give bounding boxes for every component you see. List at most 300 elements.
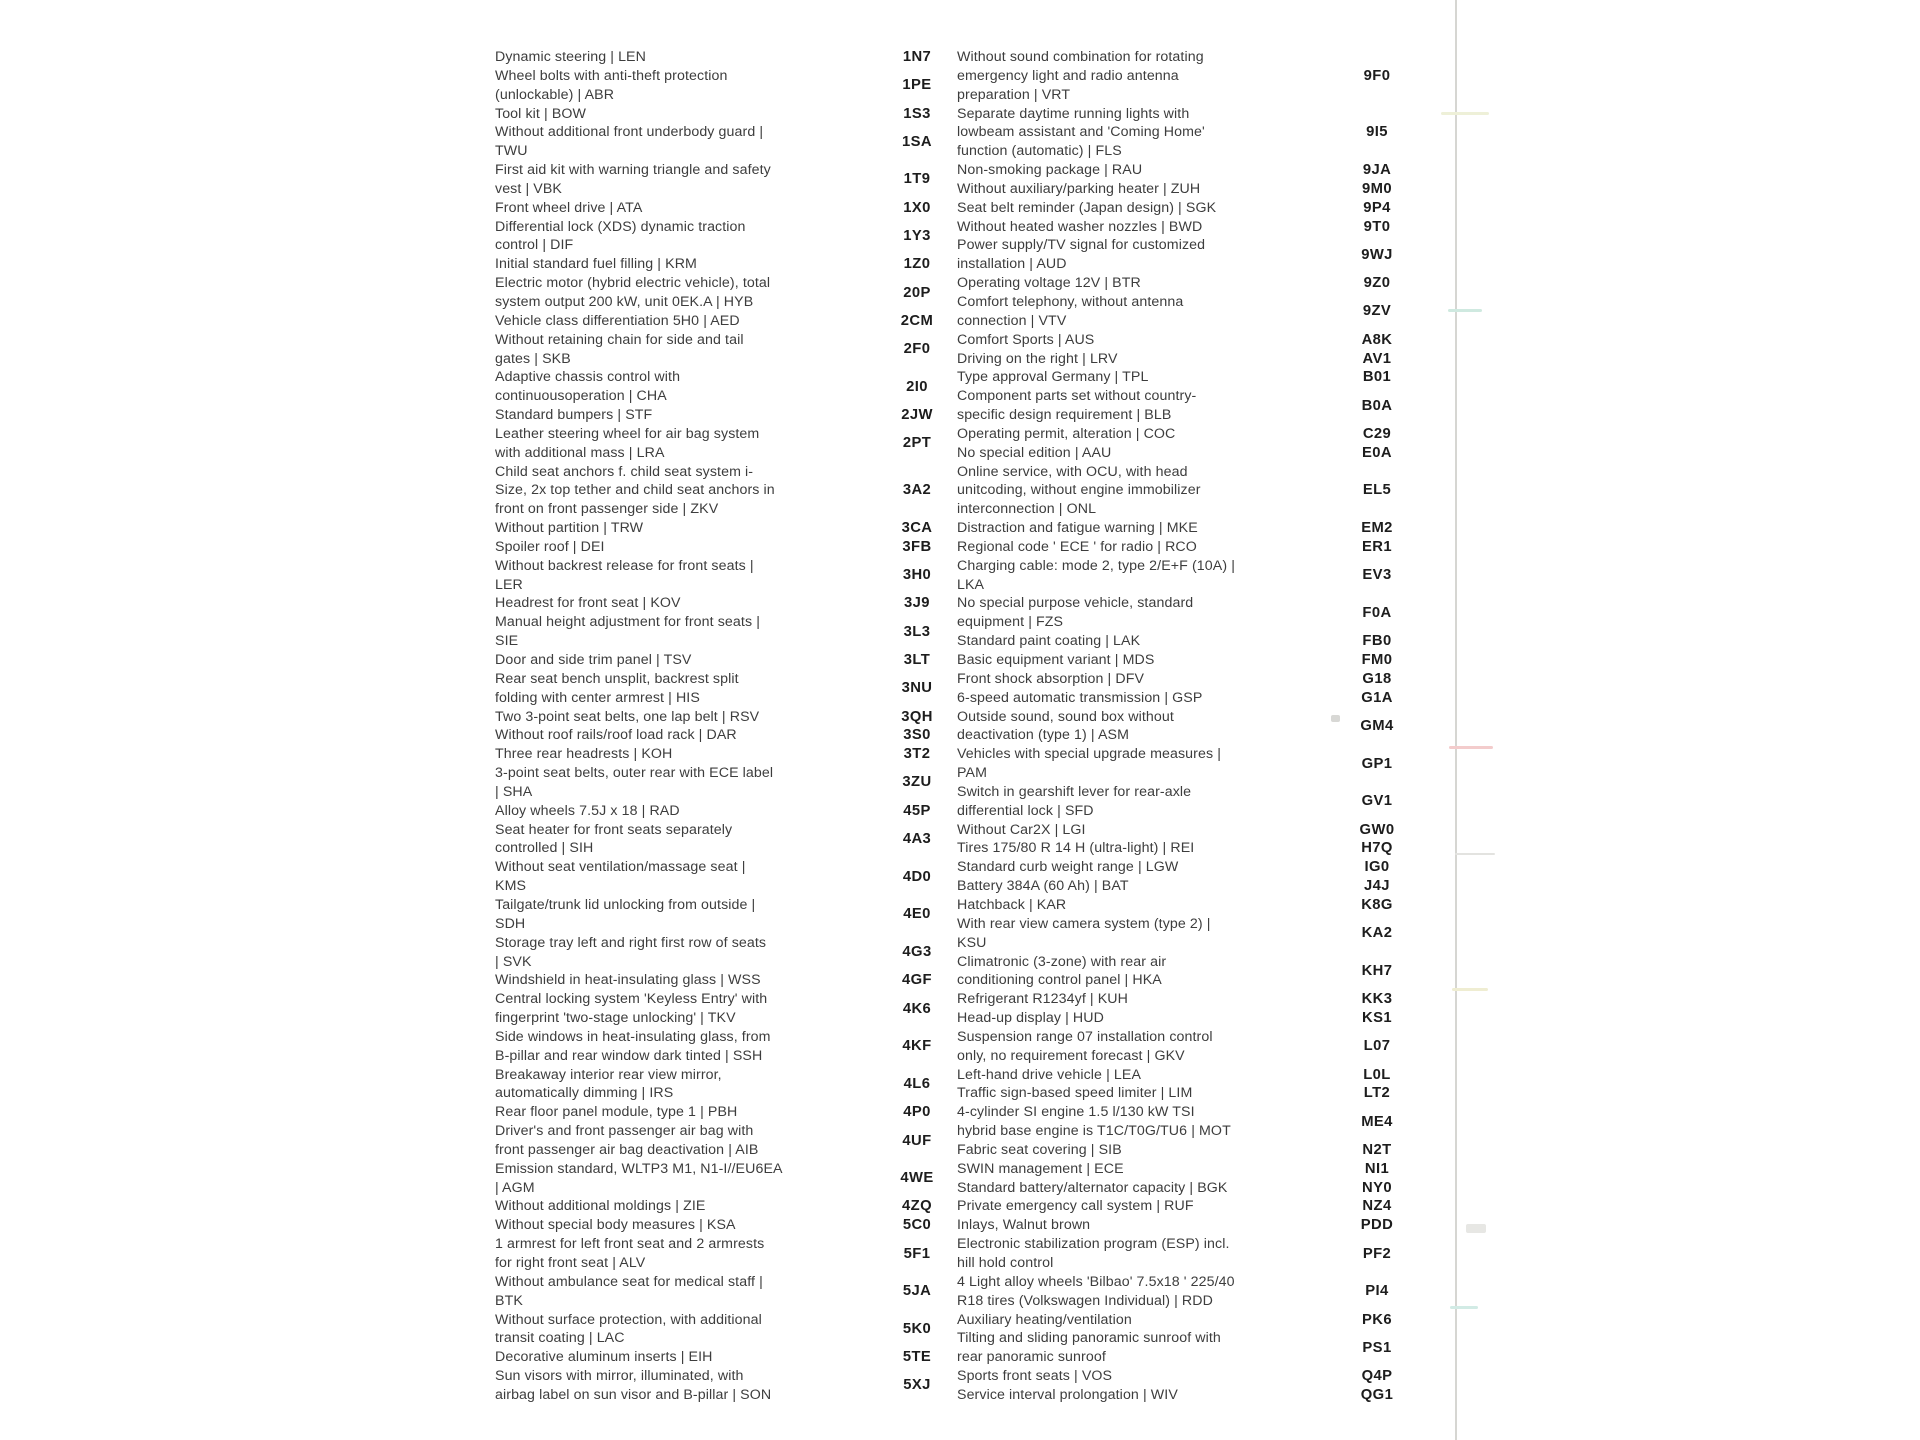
description-line: Headrest for front seat | KOV bbox=[495, 595, 681, 612]
entry-description bbox=[495, 331, 817, 369]
entry-pr-code: J4J bbox=[1364, 878, 1390, 895]
entry-description bbox=[495, 745, 817, 764]
equipment-row bbox=[957, 1028, 1422, 1066]
description-line: control | DIF bbox=[495, 237, 574, 254]
entry-pr-code: 2I0 bbox=[906, 378, 928, 395]
entry-pr-code: FB0 bbox=[1362, 633, 1392, 650]
equipment-row bbox=[495, 274, 962, 312]
entry-pr-code: 1X0 bbox=[903, 199, 931, 216]
equipment-row bbox=[495, 670, 962, 708]
equipment-row bbox=[495, 971, 962, 990]
equipment-row bbox=[957, 274, 1422, 293]
scan-artifact bbox=[1466, 1224, 1486, 1233]
entry-description bbox=[957, 1197, 1292, 1216]
entry-description bbox=[957, 48, 1292, 105]
equipment-row bbox=[957, 1141, 1422, 1160]
equipment-row bbox=[957, 990, 1422, 1009]
description-line: preparation | VRT bbox=[957, 86, 1071, 103]
entry-pr-code: E0A bbox=[1362, 444, 1392, 461]
description-line: Operating permit, alteration | COC bbox=[957, 425, 1176, 442]
entry-pr-code: 9ZV bbox=[1362, 303, 1392, 320]
entry-pr-code: 1PE bbox=[902, 77, 932, 94]
entry-pr-code: PDD bbox=[1360, 1217, 1394, 1234]
entry-description bbox=[495, 218, 817, 256]
entry-description bbox=[957, 1329, 1292, 1367]
entry-description bbox=[957, 293, 1292, 331]
entry-description bbox=[495, 1197, 817, 1216]
equipment-row bbox=[495, 594, 962, 613]
equipment-row bbox=[495, 1235, 962, 1273]
equipment-row bbox=[495, 896, 962, 934]
entry-pr-code: 2JW bbox=[901, 407, 933, 424]
description-line: Without retaining chain for side and tail bbox=[495, 331, 744, 348]
equipment-row bbox=[957, 783, 1422, 821]
entry-description bbox=[957, 896, 1292, 915]
description-line: Auxiliary heating/ventilation bbox=[957, 1311, 1132, 1328]
equipment-row bbox=[495, 1122, 962, 1160]
description-line: Central locking system 'Keyless Entry' with bbox=[495, 991, 768, 1008]
entry-description bbox=[957, 821, 1292, 840]
entry-pr-code: 9T0 bbox=[1363, 218, 1391, 235]
description-line: Standard curb weight range | LGW bbox=[957, 859, 1179, 876]
entry-description bbox=[957, 651, 1292, 670]
description-line: Child seat anchors f. child seat system i- bbox=[495, 463, 754, 480]
entry-description bbox=[495, 764, 817, 802]
description-line: Seat heater for front seats separately bbox=[495, 821, 733, 838]
entry-pr-code: 1T9 bbox=[903, 171, 931, 188]
entry-description bbox=[495, 651, 817, 670]
entry-description bbox=[957, 236, 1292, 274]
page-edge-divider bbox=[1455, 0, 1457, 1440]
entry-pr-code: NI1 bbox=[1364, 1160, 1390, 1177]
equipment-row bbox=[495, 858, 962, 896]
entry-description bbox=[495, 1348, 817, 1367]
equipment-row bbox=[495, 1066, 962, 1104]
equipment-row bbox=[495, 1311, 962, 1349]
entry-pr-code: 3H0 bbox=[902, 567, 932, 584]
description-line: No special edition | AAU bbox=[957, 444, 1112, 461]
description-line: Left-hand drive vehicle | LEA bbox=[957, 1066, 1142, 1083]
entry-description bbox=[495, 613, 817, 651]
equipment-row bbox=[957, 1009, 1422, 1028]
entry-description bbox=[957, 105, 1292, 162]
equipment-row bbox=[957, 708, 1422, 746]
equipment-column-left bbox=[495, 48, 962, 1405]
equipment-row bbox=[495, 1028, 962, 1066]
entry-description bbox=[957, 839, 1292, 858]
entry-description bbox=[957, 877, 1292, 896]
entry-pr-code: B01 bbox=[1362, 369, 1392, 386]
entry-pr-code: KS1 bbox=[1362, 1010, 1392, 1027]
equipment-row bbox=[957, 839, 1422, 858]
description-line: Decorative aluminum inserts | EIH bbox=[495, 1349, 713, 1366]
entry-pr-code: H7Q bbox=[1361, 840, 1393, 857]
entry-pr-code: 4WE bbox=[900, 1170, 934, 1187]
entry-pr-code: AV1 bbox=[1362, 350, 1392, 367]
description-line: installation | AUD bbox=[957, 256, 1067, 273]
entry-pr-code: 5TE bbox=[902, 1349, 932, 1366]
entry-description bbox=[495, 1103, 817, 1122]
description-line: 4 Light alloy wheels 'Bilbao' 7.5x18 ' 225/40 bbox=[957, 1273, 1235, 1290]
equipment-row bbox=[495, 123, 962, 161]
equipment-column-right bbox=[957, 48, 1422, 1405]
description-line: | SHA bbox=[495, 783, 533, 800]
entry-pr-code: PK6 bbox=[1362, 1311, 1392, 1328]
entry-description bbox=[495, 594, 817, 613]
entry-pr-code: GM4 bbox=[1360, 717, 1394, 734]
entry-pr-code: GV1 bbox=[1361, 793, 1393, 810]
entry-description bbox=[957, 1367, 1292, 1386]
entry-description bbox=[957, 538, 1292, 557]
description-line: for right front seat | ALV bbox=[495, 1255, 646, 1271]
description-line: Driving on the right | LRV bbox=[957, 350, 1118, 367]
entry-pr-code: EM2 bbox=[1361, 520, 1393, 537]
equipment-row bbox=[495, 255, 962, 274]
entry-description bbox=[495, 274, 817, 312]
entry-pr-code: 9F0 bbox=[1363, 67, 1391, 84]
equipment-row bbox=[957, 350, 1422, 369]
entry-pr-code: 1N7 bbox=[902, 49, 932, 65]
description-line: Driver's and front passenger air bag with bbox=[495, 1123, 754, 1140]
entry-pr-code: 1S3 bbox=[903, 105, 931, 122]
description-line: front on front passenger side | ZKV bbox=[495, 501, 719, 518]
entry-pr-code: ER1 bbox=[1362, 538, 1392, 555]
equipment-row bbox=[495, 613, 962, 651]
scan-artifact bbox=[1441, 112, 1489, 115]
equipment-row bbox=[957, 180, 1422, 199]
entry-pr-code: EL5 bbox=[1362, 482, 1392, 499]
equipment-row bbox=[957, 1367, 1422, 1386]
description-line: Climatronic (3-zone) with rear air bbox=[957, 953, 1167, 970]
entry-description bbox=[957, 557, 1292, 595]
description-line: Vehicles with special upgrade measures | bbox=[957, 746, 1221, 763]
entry-description bbox=[495, 1028, 817, 1066]
equipment-row bbox=[495, 745, 962, 764]
equipment-row bbox=[957, 1386, 1422, 1405]
equipment-row bbox=[957, 105, 1422, 162]
equipment-row bbox=[957, 1084, 1422, 1103]
entry-pr-code: 9M0 bbox=[1362, 180, 1392, 197]
entry-description bbox=[495, 48, 817, 67]
description-line: Rear floor panel module, type 1 | PBH bbox=[495, 1104, 738, 1121]
entry-pr-code: 9P4 bbox=[1363, 199, 1391, 216]
description-line: Battery 384A (60 Ah) | BAT bbox=[957, 878, 1129, 895]
description-line: 6-speed automatic transmission | GSP bbox=[957, 689, 1203, 706]
description-line: Without partition | TRW bbox=[495, 520, 644, 537]
entry-pr-code: 3ZU bbox=[902, 774, 932, 791]
description-line: Seat belt reminder (Japan design) | SGK bbox=[957, 199, 1217, 216]
description-line: Private emergency call system | RUF bbox=[957, 1198, 1194, 1215]
entry-description bbox=[495, 519, 817, 538]
description-line: Comfort telephony, without antenna bbox=[957, 293, 1184, 310]
equipment-row bbox=[495, 934, 962, 972]
entry-description bbox=[495, 1311, 817, 1349]
entry-pr-code: EV3 bbox=[1362, 567, 1392, 584]
description-line: SDH bbox=[495, 915, 526, 932]
entry-description bbox=[957, 689, 1292, 708]
description-line: KMS bbox=[495, 878, 527, 895]
equipment-row bbox=[957, 1160, 1422, 1179]
equipment-row bbox=[957, 651, 1422, 670]
description-line: Wheel bolts with anti-theft protection bbox=[495, 67, 728, 84]
equipment-row bbox=[495, 726, 962, 745]
description-line: Without seat ventilation/massage seat | bbox=[495, 859, 746, 876]
entry-pr-code: 3FB bbox=[902, 538, 932, 555]
equipment-row bbox=[495, 406, 962, 425]
entry-description bbox=[495, 821, 817, 859]
entry-description bbox=[957, 331, 1292, 350]
description-line: Two 3-point seat belts, one lap belt | RSV bbox=[495, 708, 760, 725]
entry-pr-code: K8G bbox=[1361, 896, 1393, 913]
description-line: Charging cable: mode 2, type 2/E+F (10A) | bbox=[957, 557, 1235, 574]
entry-description bbox=[957, 632, 1292, 651]
equipment-row bbox=[495, 331, 962, 369]
scan-artifact bbox=[1448, 309, 1482, 312]
entry-pr-code: PF2 bbox=[1362, 1245, 1392, 1262]
description-line: Spoiler roof | DEI bbox=[495, 538, 605, 555]
equipment-row bbox=[495, 48, 962, 67]
description-line: automatically dimming | IRS bbox=[495, 1085, 674, 1102]
description-line: Tailgate/trunk lid unlocking from outside | bbox=[495, 896, 756, 913]
equipment-row bbox=[957, 745, 1422, 783]
entry-pr-code: 4G3 bbox=[902, 944, 932, 961]
entry-description bbox=[957, 387, 1292, 425]
entry-pr-code: L0L bbox=[1363, 1066, 1391, 1083]
entry-description bbox=[495, 802, 817, 821]
entry-description bbox=[495, 67, 817, 105]
entry-description bbox=[495, 1273, 817, 1311]
entry-pr-code: KK3 bbox=[1361, 991, 1393, 1008]
entry-pr-code: 2PT bbox=[902, 435, 932, 452]
entry-pr-code: C29 bbox=[1362, 425, 1392, 442]
description-line: interconnection | ONL bbox=[957, 501, 1097, 518]
entry-description bbox=[495, 161, 817, 199]
description-line: Standard battery/alternator capacity | BGK bbox=[957, 1179, 1228, 1196]
equipment-row bbox=[957, 331, 1422, 350]
equipment-row bbox=[495, 557, 962, 595]
equipment-row bbox=[957, 858, 1422, 877]
entry-description bbox=[495, 670, 817, 708]
entry-description bbox=[957, 161, 1292, 180]
description-line: fingerprint 'two-stage unlocking' | TKV bbox=[495, 1010, 736, 1027]
entry-description bbox=[495, 199, 817, 218]
description-line: connection | VTV bbox=[957, 312, 1067, 329]
entry-pr-code: 4P0 bbox=[903, 1104, 931, 1121]
description-line: KSU bbox=[957, 934, 987, 951]
entry-description bbox=[957, 1160, 1292, 1179]
description-line: Dynamic steering | LEN bbox=[495, 49, 646, 65]
entry-description bbox=[495, 990, 817, 1028]
entry-pr-code: 2CM bbox=[900, 312, 934, 329]
equipment-row bbox=[957, 293, 1422, 331]
entry-pr-code: 4L6 bbox=[903, 1075, 931, 1092]
description-line: Without sound combination for rotating bbox=[957, 49, 1204, 65]
entry-description bbox=[957, 463, 1292, 520]
entry-description bbox=[957, 519, 1292, 538]
entry-pr-code: PI4 bbox=[1365, 1283, 1389, 1300]
equipment-row bbox=[495, 764, 962, 802]
entry-pr-code: 3CA bbox=[901, 520, 933, 537]
entry-description bbox=[495, 1235, 817, 1273]
description-line: Differential lock (XDS) dynamic traction bbox=[495, 218, 746, 235]
description-line: Tool kit | BOW bbox=[495, 105, 587, 122]
equipment-row bbox=[495, 1197, 962, 1216]
description-line: Without surface protection, with additional bbox=[495, 1311, 762, 1328]
description-line: Breakaway interior rear view mirror, bbox=[495, 1066, 722, 1083]
entry-description bbox=[957, 745, 1292, 783]
entry-pr-code: 5K0 bbox=[902, 1320, 932, 1337]
scan-artifact bbox=[1331, 715, 1340, 722]
description-line: Head-up display | HUD bbox=[957, 1010, 1104, 1027]
entry-description bbox=[957, 1028, 1292, 1066]
equipment-row bbox=[957, 519, 1422, 538]
description-line: Without special body measures | KSA bbox=[495, 1217, 736, 1234]
description-line: only, no requirement forecast | GKV bbox=[957, 1047, 1185, 1064]
entry-description bbox=[495, 312, 817, 331]
description-line: Refrigerant R1234yf | KUH bbox=[957, 991, 1128, 1008]
description-line: Fabric seat covering | SIB bbox=[957, 1141, 1122, 1158]
description-line: rear panoramic sunroof bbox=[957, 1349, 1106, 1366]
equipment-row bbox=[957, 557, 1422, 595]
description-line: Tilting and sliding panoramic sunroof with bbox=[957, 1330, 1221, 1347]
equipment-row bbox=[957, 877, 1422, 896]
description-line: Front shock absorption | DFV bbox=[957, 670, 1145, 687]
entry-description bbox=[495, 425, 817, 463]
description-line: Hatchback | KAR bbox=[957, 896, 1067, 913]
description-line: Power supply/TV signal for customized bbox=[957, 237, 1206, 254]
description-line: emergency light and radio antenna bbox=[957, 67, 1179, 84]
description-line: Windshield in heat-insulating glass | WSS bbox=[495, 972, 761, 989]
entry-description bbox=[495, 971, 817, 990]
entry-description bbox=[957, 1066, 1292, 1085]
description-line: Traffic sign-based speed limiter | LIM bbox=[957, 1085, 1193, 1102]
entry-description bbox=[957, 350, 1292, 369]
scan-artifact bbox=[1449, 746, 1493, 749]
description-line: | AGM bbox=[495, 1179, 535, 1196]
description-line: controlled | SIH bbox=[495, 840, 594, 857]
description-line: Alloy wheels 7.5J x 18 | RAD bbox=[495, 802, 680, 819]
equipment-row bbox=[495, 312, 962, 331]
entry-pr-code: 3QH bbox=[901, 708, 933, 725]
equipment-row bbox=[495, 425, 962, 463]
entry-description bbox=[957, 990, 1292, 1009]
description-line: B-pillar and rear window dark tinted | SSH bbox=[495, 1047, 763, 1064]
entry-description bbox=[957, 670, 1292, 689]
description-line: Service interval prolongation | WIV bbox=[957, 1386, 1178, 1403]
description-line: Standard paint coating | LAK bbox=[957, 633, 1141, 650]
description-line: Suspension range 07 installation control bbox=[957, 1028, 1213, 1045]
entry-pr-code: 2F0 bbox=[903, 341, 931, 358]
entry-description bbox=[495, 1216, 817, 1235]
equipment-row bbox=[957, 594, 1422, 632]
description-line: folding with center armrest | HIS bbox=[495, 689, 700, 706]
entry-pr-code: IG0 bbox=[1364, 859, 1390, 876]
equipment-row bbox=[957, 1066, 1422, 1085]
description-line: differential lock | SFD bbox=[957, 802, 1094, 819]
entry-pr-code: 3T2 bbox=[903, 746, 931, 763]
description-line: Initial standard fuel filling | KRM bbox=[495, 256, 697, 273]
entry-description bbox=[957, 1103, 1292, 1141]
equipment-row bbox=[957, 444, 1422, 463]
description-line: 1 armrest for left front seat and 2 armrests bbox=[495, 1236, 765, 1253]
equipment-row bbox=[957, 48, 1422, 105]
entry-description bbox=[495, 858, 817, 896]
description-line: | SVK bbox=[495, 953, 532, 970]
description-line: vest | VBK bbox=[495, 180, 562, 197]
description-line: Non-smoking package | RAU bbox=[957, 162, 1143, 179]
equipment-row bbox=[957, 689, 1422, 708]
equipment-row bbox=[957, 1197, 1422, 1216]
equipment-row bbox=[495, 218, 962, 256]
entry-pr-code: 4E0 bbox=[903, 906, 931, 923]
entry-description bbox=[957, 425, 1292, 444]
entry-pr-code: 4D0 bbox=[902, 868, 932, 885]
entry-pr-code: 3S0 bbox=[903, 727, 931, 744]
equipment-row bbox=[495, 105, 962, 124]
entry-pr-code: Q4P bbox=[1361, 1368, 1393, 1385]
description-line: conditioning control panel | HKA bbox=[957, 972, 1162, 989]
entry-description bbox=[495, 896, 817, 934]
entry-description bbox=[495, 255, 817, 274]
entry-description bbox=[957, 1141, 1292, 1160]
entry-pr-code: 4ZQ bbox=[902, 1198, 932, 1215]
entry-pr-code: LT2 bbox=[1363, 1085, 1391, 1102]
entry-description bbox=[495, 538, 817, 557]
entry-pr-code: 1Z0 bbox=[903, 256, 931, 273]
description-line: LER bbox=[495, 576, 523, 593]
entry-description bbox=[957, 1216, 1292, 1235]
entry-pr-code: GW0 bbox=[1359, 821, 1395, 838]
description-line: system output 200 kW, unit 0EK.A | HYB bbox=[495, 293, 754, 310]
equipment-row bbox=[495, 519, 962, 538]
entry-description bbox=[495, 105, 817, 124]
description-line: 4-cylinder SI engine 1.5 l/130 kW TSI bbox=[957, 1104, 1195, 1121]
equipment-row bbox=[957, 1235, 1422, 1273]
entry-pr-code: 9WJ bbox=[1361, 246, 1393, 263]
equipment-row bbox=[957, 236, 1422, 274]
entry-pr-code: 9JA bbox=[1362, 162, 1392, 179]
equipment-row bbox=[495, 368, 962, 406]
entry-pr-code: 5JA bbox=[902, 1283, 932, 1300]
equipment-row bbox=[957, 1273, 1422, 1311]
entry-description bbox=[957, 1273, 1292, 1311]
entry-description bbox=[957, 368, 1292, 387]
equipment-row bbox=[957, 915, 1422, 953]
description-line: specific design requirement | BLB bbox=[957, 407, 1172, 424]
entry-description bbox=[495, 123, 817, 161]
entry-pr-code: 3A2 bbox=[902, 482, 932, 499]
equipment-row bbox=[495, 1160, 962, 1198]
equipment-row bbox=[957, 632, 1422, 651]
entry-pr-code: 3LT bbox=[903, 652, 931, 668]
entry-pr-code: 3NU bbox=[901, 680, 933, 697]
entry-description bbox=[957, 218, 1292, 237]
equipment-row bbox=[495, 802, 962, 821]
entry-pr-code: 4A3 bbox=[902, 831, 932, 848]
entry-pr-code: N2T bbox=[1362, 1141, 1392, 1158]
description-line: First aid kit with warning triangle and safety bbox=[495, 162, 771, 179]
entry-pr-code: PS1 bbox=[1362, 1339, 1392, 1356]
description-line: SIE bbox=[495, 633, 519, 650]
entry-description bbox=[495, 368, 817, 406]
equipment-row bbox=[957, 953, 1422, 991]
scan-artifact bbox=[1455, 853, 1495, 855]
description-line: Without additional front underbody guard | bbox=[495, 124, 764, 141]
entry-pr-code: 45P bbox=[903, 802, 931, 819]
description-line: Without ambulance seat for medical staff | bbox=[495, 1273, 763, 1290]
description-line: lowbeam assistant and 'Coming Home' bbox=[957, 124, 1205, 141]
description-line: 3-point seat belts, outer rear with ECE label bbox=[495, 765, 774, 782]
